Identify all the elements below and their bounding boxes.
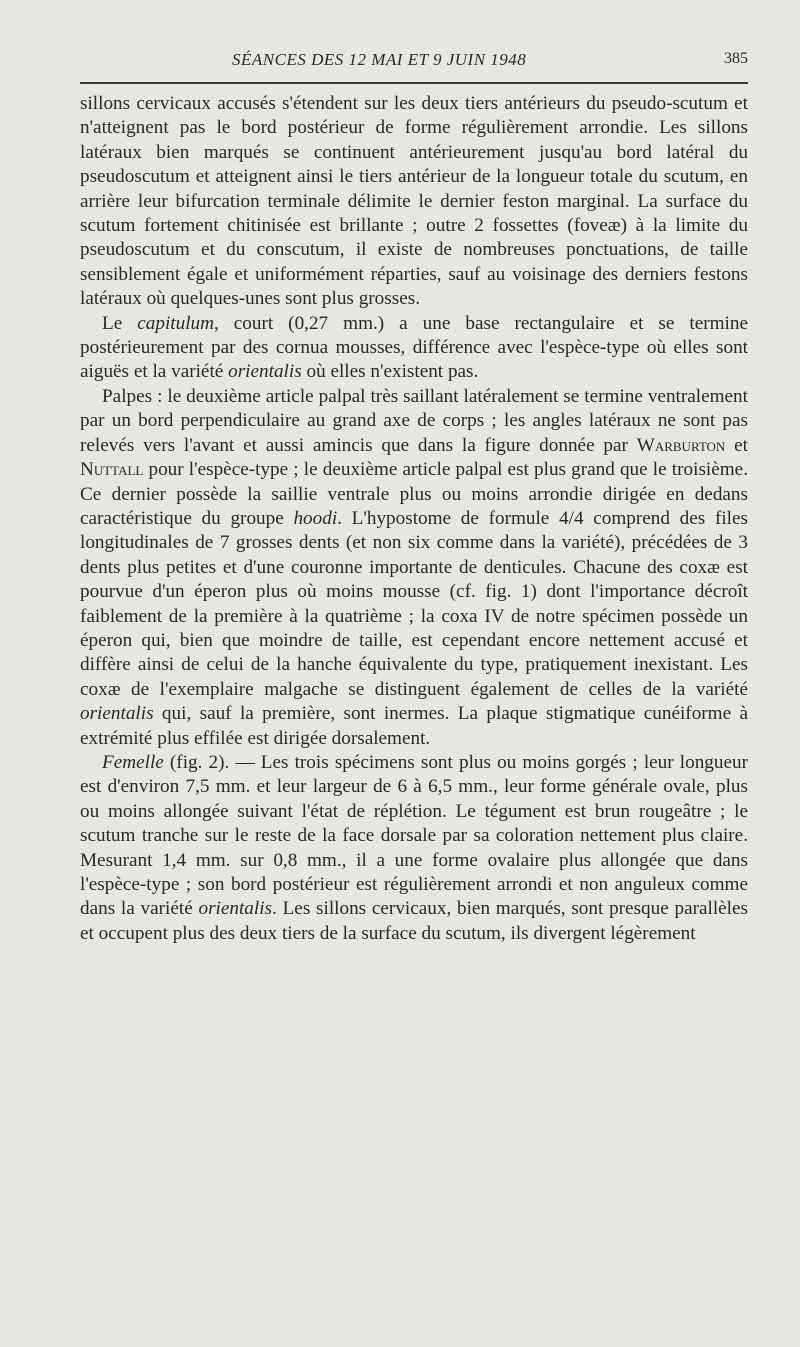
page-header (80, 48, 748, 84)
italic-term: orientalis (198, 898, 273, 920)
paragraph (80, 751, 748, 946)
text-run: sillons cervicaux accusés s'étendent sur les deux tiers antérieurs du pseudo-scutum et n'atteignent pas le bord postérieur de forme régulièrement arrondie. Les sillons latéraux bien marqués se continuent antérieurement jusqu'au bord latéral du pseudoscutum et atteignent ainsi le tiers antérieur de la longueur totale du scutum, en arrière leur bifurcation terminale délimite le dernier feston marginal. La surface du scutum fortement chitinisée est brillante ; outre 2 fossettes (foveæ) à la limite du pseudoscutum et du conscutum, il existe de nombreuses ponctuations, de taille sensiblement égale et uniformément réparties, sauf au voisinage des derniers festons latéraux où quelques-unes sont plus grosses. (80, 93, 748, 310)
italic-term: orientalis (228, 361, 302, 383)
paragraph (80, 312, 748, 385)
italic-term: hoodi (293, 507, 338, 529)
text-run: . L'hypostome de formule 4/4 comprend des files longitudinales de 7 grosses dents (et non six comme dans la variété), précédées de 3 dents plus petites et d'une couronne importante de denticules. Chacune des coxæ est pourvue d'un éperon plus où moins mousse (cf. fig. 1) dont l'importance décroît faiblement de la première à la quatrième ; la coxa IV de notre spécimen possède un éperon qui, bien que moindre de taille, est cependant encore nettement accusé et diffère ainsi de celui de la hanche équivalente du type, pratiquement inexistant. Les coxæ de l'exemplaire malgache se distinguent également de celles de la variété (80, 507, 748, 700)
text-run: pour l'espèce-type ; le deuxième article palpal est plus grand que le troisième. Ce dernier possède la saillie ventrale plus ou moins arrondie dirigée en dedans caractéristique du groupe (80, 459, 748, 529)
text-run: (fig. 2). — Les trois spécimens sont plus ou moins gorgés ; leur longueur est d'environ 7,5 mm. et leur largeur de 6 à 6,5 mm., leur forme générale ovale, plus ou moins allongée suivant l'état de réplétion. Le tégument est brun rougeâtre ; le scutum tranche sur le reste de la face dorsale par sa coloration nettement plus claire. Mesurant 1,4 mm. sur 0,8 mm., il a une forme ovalaire plus allongée que dans l'espèce-type ; son bord postérieur est régulièrement arrondi et non anguleux comme dans la variété (80, 751, 748, 920)
text-run: qui, sauf la première, sont inermes. La plaque stigmatique cunéiforme à extrémité plus effilée est dirigée dorsalement. (80, 703, 748, 749)
body-text (80, 92, 748, 946)
paragraph (80, 385, 748, 751)
italic-term: Femelle (102, 751, 164, 773)
italic-term: orientalis (80, 703, 154, 725)
text-run: . Les sillons cervicaux, bien marqués, sont presque parallèles et occupent plus des deux tiers de la surface du scutum, ils divergent légèrement (80, 898, 748, 944)
text-run: où elles n'existent pas. (301, 361, 479, 383)
text-run: , court (0,27 mm.) a une base rectangulaire et se termine postérieurement par des cornua mousses, différence avec l'espèce-type où elles sont aiguës et la variété (80, 312, 748, 383)
text-run: Palpes : le deuxième article palpal très saillant latéralement se termine ventralement par un bord perpendiculaire au grand axe de corps ; les angles latéraux ne sont pas relevés vers l'avant et aussi amincis que dans la figure donnée par (80, 385, 748, 456)
text-run: et (725, 434, 748, 456)
italic-term: capitulum (137, 312, 214, 334)
paragraph (80, 92, 748, 312)
running-title: SÉANCES DES 12 MAI ET 9 JUIN 1948 (232, 50, 527, 69)
author-name: Warburton (636, 434, 726, 456)
author-name: Nuttall (80, 459, 144, 481)
page-number: 385 (724, 50, 748, 67)
text-run: Le (102, 312, 138, 334)
